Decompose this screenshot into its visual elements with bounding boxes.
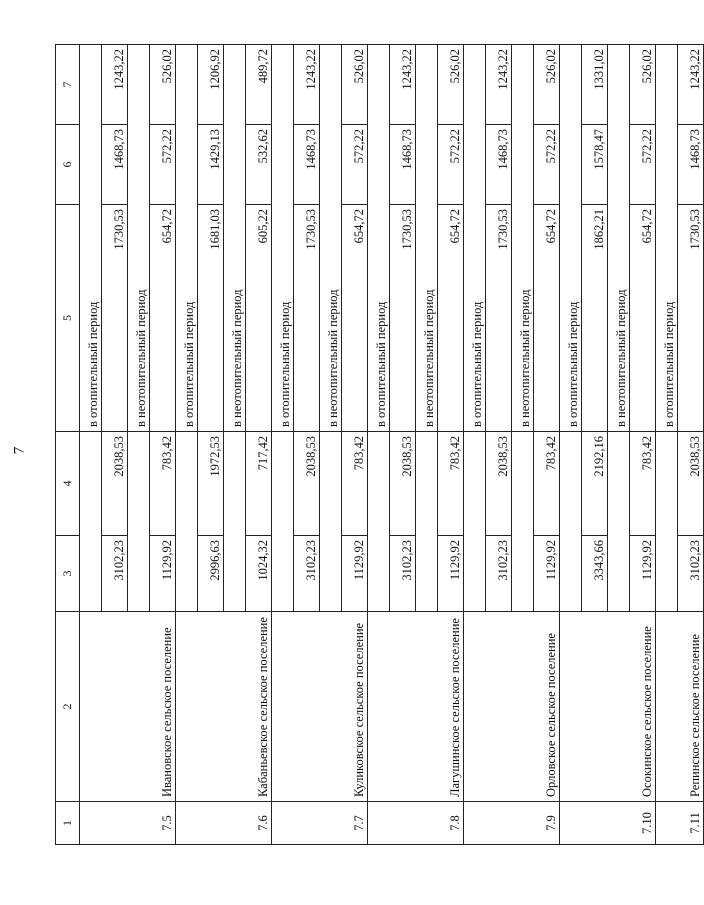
value-cell-c5: 605,22 [246,205,272,432]
value-cell-c5: 1730,53 [486,205,512,432]
value-cell-c3: 1129,92 [342,536,368,612]
column-header: 4 [56,432,80,536]
value-cell-c3: 2996,63 [198,536,224,612]
period-label-heating: в отопительный период [176,45,198,432]
settlement-name: Осокинское сельское поселение [560,612,656,802]
value-cell-c5: 1730,53 [102,205,128,432]
value-cell-c4: 2038,53 [390,432,416,536]
period-label-row [464,45,486,845]
value-cell-c5: 1862,21 [582,205,608,432]
value-cell-c5: 1681,03 [198,205,224,432]
value-cell-c4: 2192,16 [582,432,608,536]
tariff-table-rotated [55,45,702,845]
empty-cell [224,432,246,612]
value-cell-c3: 3102,23 [294,536,320,612]
row-number: 7.5 [80,802,176,845]
period-label-nonheating: в неотопительный период [128,45,150,432]
column-header: 1 [56,802,80,845]
settlement-name: Ивановское сельское поселение [80,612,176,802]
period-label-row [176,45,198,845]
table-body [56,45,704,845]
value-cell-c6: 1429,13 [198,125,224,205]
value-cell-c4: 783,42 [150,432,176,536]
value-cell-c5: 1730,53 [390,205,416,432]
empty-cell [272,432,294,612]
value-cell-c4: 783,42 [630,432,656,536]
value-cell-c6: 572,22 [342,125,368,205]
value-cell-c3: 1024,32 [246,536,272,612]
period-label-nonheating: в неотопительный период [416,45,438,432]
value-cell-c7: 1243,22 [486,45,512,125]
value-cell-c4: 783,42 [438,432,464,536]
value-cell-c3: 3102,23 [678,536,704,612]
value-cell-c3: 1129,92 [150,536,176,612]
value-cell-c6: 572,22 [630,125,656,205]
period-label-nonheating: в неотопительный период [224,45,246,432]
period-label-row [368,45,390,845]
empty-cell [464,432,486,612]
period-label-row [656,45,678,845]
row-number: 7.11 [656,802,704,845]
page-number: 7 [11,446,28,455]
empty-cell [560,432,582,612]
period-label-heating: в отопительный период [80,45,102,432]
value-cell-c5: 654,72 [150,205,176,432]
value-cell-c6: 1468,73 [390,125,416,205]
empty-cell [320,432,342,612]
value-cell-c7: 1243,22 [102,45,128,125]
value-cell-c4: 2038,53 [486,432,512,536]
value-cell-c3: 1129,92 [630,536,656,612]
value-cell-c6: 1468,73 [102,125,128,205]
value-cell-c7: 1206,92 [198,45,224,125]
period-label-heating: в отопительный период [464,45,486,432]
value-cell-c5: 654,72 [630,205,656,432]
period-label-nonheating: в неотопительный период [320,45,342,432]
value-cell-c4: 2038,53 [102,432,128,536]
value-cell-c6: 1468,73 [294,125,320,205]
row-number: 7.9 [464,802,560,845]
value-cell-c6: 572,22 [534,125,560,205]
settlement-name: Кабаньевское сельское поселение [176,612,272,802]
value-cell-c6: 572,22 [150,125,176,205]
value-cell-c3: 3102,23 [102,536,128,612]
row-number: 7.10 [560,802,656,845]
value-cell-c3: 1129,92 [438,536,464,612]
settlement-name: Куликовское сельское поселение [272,612,368,802]
period-label-row [80,45,102,845]
value-cell-c6: 572,22 [438,125,464,205]
value-cell-c3: 3102,23 [486,536,512,612]
value-cell-c4: 2038,53 [294,432,320,536]
value-cell-c7: 1243,22 [294,45,320,125]
period-label-nonheating: в неотопительный период [608,45,630,432]
value-cell-c6: 1578,47 [582,125,608,205]
column-header: 6 [56,125,80,205]
empty-cell [512,432,534,612]
empty-cell [368,432,390,612]
empty-cell [128,432,150,612]
value-cell-c6: 1468,73 [486,125,512,205]
value-cell-c4: 783,42 [342,432,368,536]
settlement-name: Репинское сельское поселение [656,612,704,802]
period-label-heating: в отопительный период [368,45,390,432]
empty-cell [176,432,198,612]
period-label-heating: в отопительный период [272,45,294,432]
value-cell-c7: 1243,22 [390,45,416,125]
value-cell-c5: 1730,53 [678,205,704,432]
settlement-name: Орловское сельское поселение [464,612,560,802]
value-cell-c7: 526,02 [150,45,176,125]
column-header: 7 [56,45,80,125]
row-number: 7.8 [368,802,464,845]
column-header: 5 [56,205,80,432]
value-cell-c7: 526,02 [534,45,560,125]
period-label-nonheating: в неотопительный период [512,45,534,432]
value-cell-c3: 3102,23 [390,536,416,612]
value-cell-c5: 654,72 [438,205,464,432]
empty-cell [608,432,630,612]
empty-cell [416,432,438,612]
value-cell-c5: 654,72 [534,205,560,432]
value-cell-c7: 489,72 [246,45,272,125]
value-cell-c7: 526,02 [630,45,656,125]
column-header: 2 [56,612,80,802]
period-label-row [560,45,582,845]
empty-cell [80,432,102,612]
value-cell-c6: 1468,73 [678,125,704,205]
row-number: 7.6 [176,802,272,845]
value-cell-c7: 1331,02 [582,45,608,125]
period-label-heating: в отопительный период [656,45,678,432]
value-cell-c7: 1243,22 [678,45,704,125]
column-header: 3 [56,536,80,612]
value-cell-c6: 532,62 [246,125,272,205]
empty-cell [656,432,678,612]
value-cell-c4: 1972,53 [198,432,224,536]
value-cell-c4: 717,42 [246,432,272,536]
value-cell-c5: 1730,53 [294,205,320,432]
value-cell-c4: 783,42 [534,432,560,536]
period-label-heating: в отопительный период [560,45,582,432]
value-cell-c7: 526,02 [438,45,464,125]
row-number: 7.7 [272,802,368,845]
period-label-row [272,45,294,845]
value-cell-c5: 654,72 [342,205,368,432]
value-cell-c7: 526,02 [342,45,368,125]
column-header-row [56,45,80,845]
value-cell-c4: 2038,53 [678,432,704,536]
settlement-name: Лагушинское сельское поселение [368,612,464,802]
value-cell-c3: 3343,66 [582,536,608,612]
value-cell-c3: 1129,92 [534,536,560,612]
tariff-table [55,44,704,845]
